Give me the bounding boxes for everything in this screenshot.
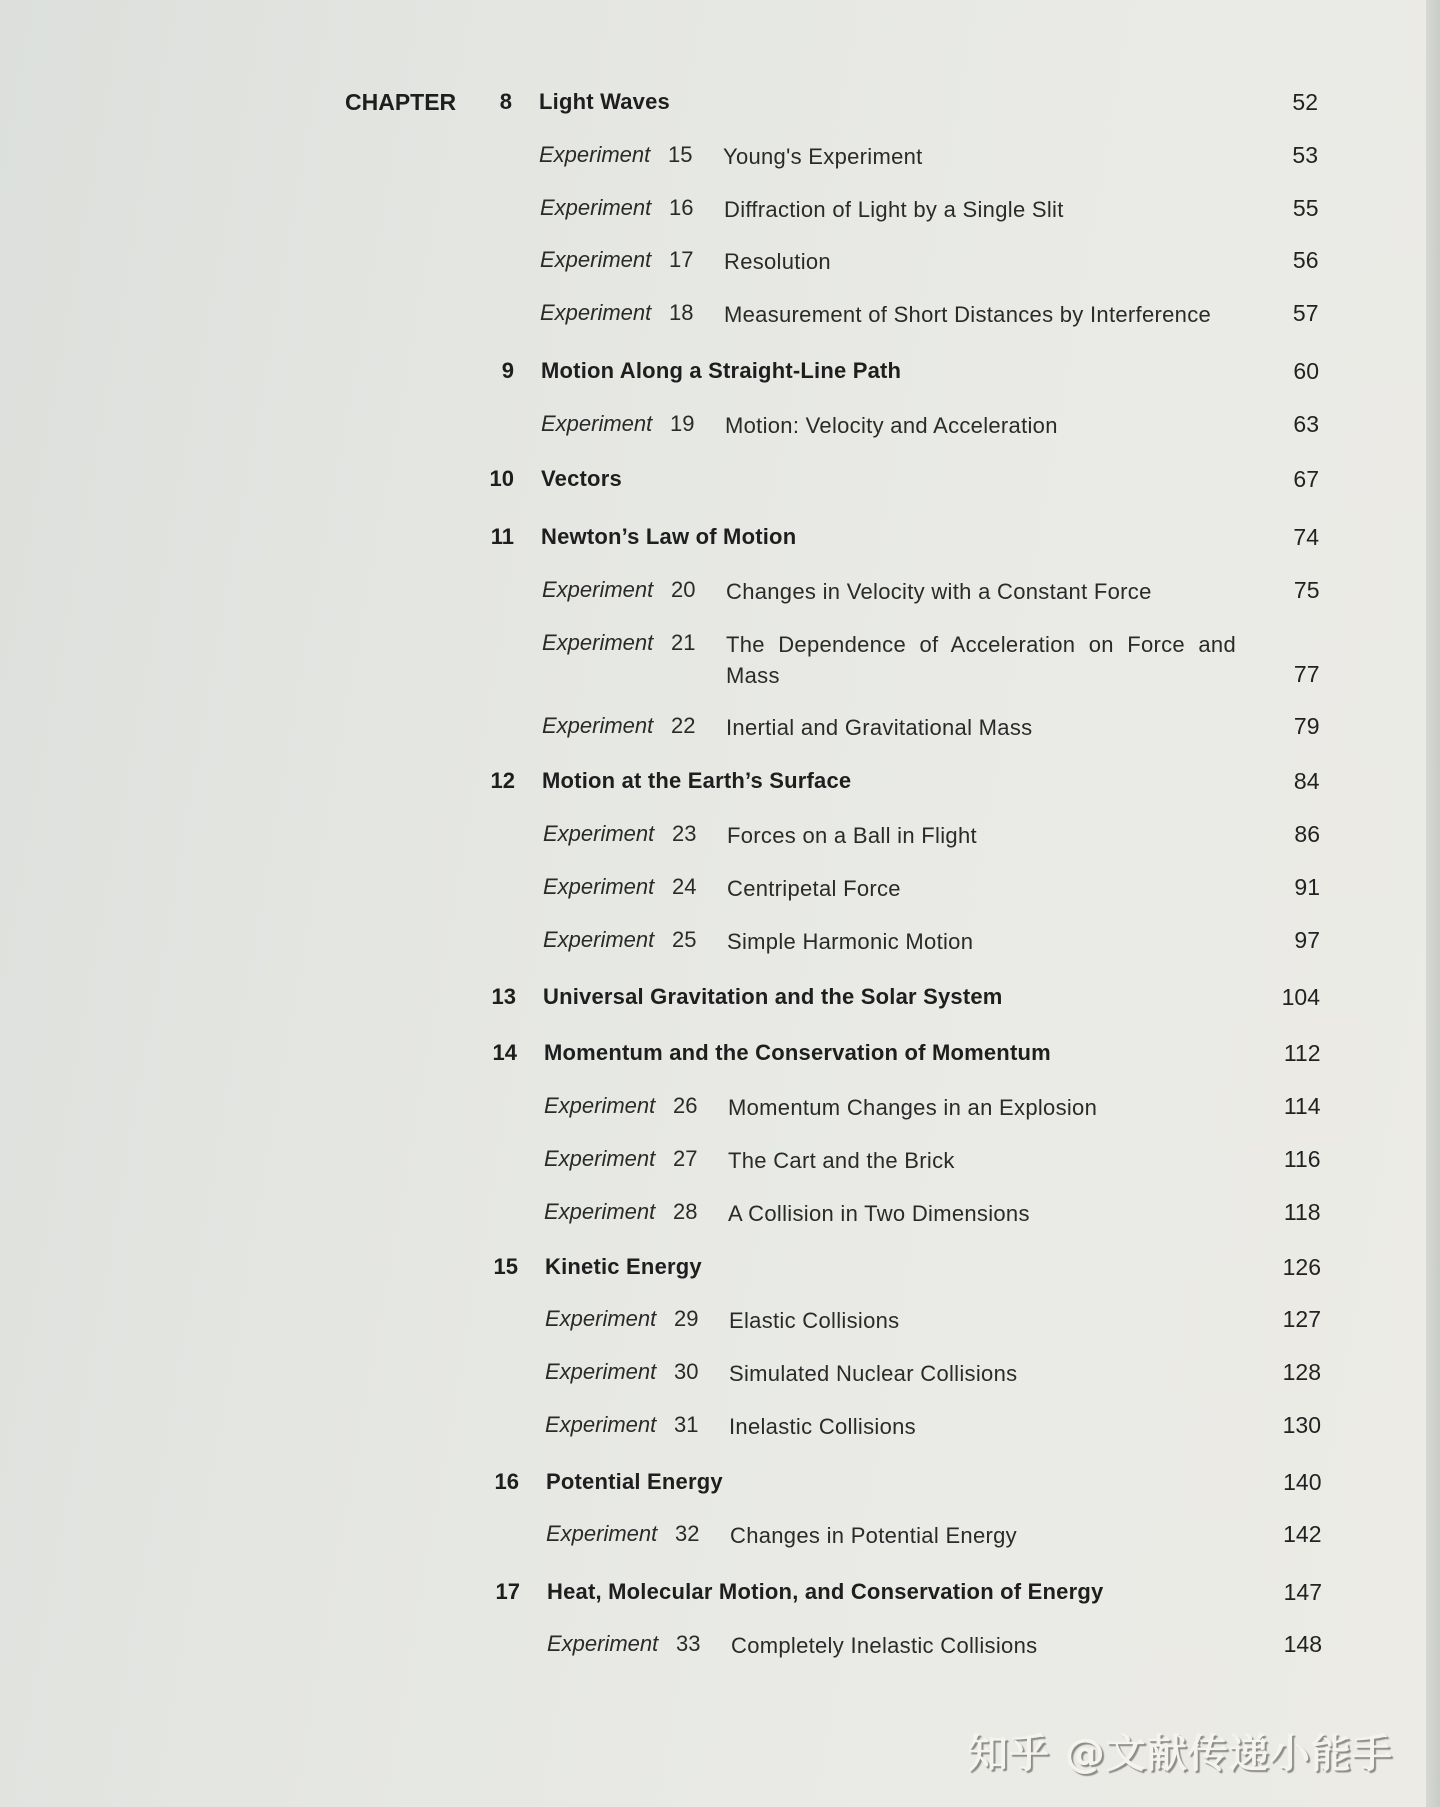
page-number: 104 (1281, 984, 1320, 1010)
experiment-label: Experiment (544, 1146, 656, 1171)
experiment-label: Experiment (540, 247, 652, 272)
experiment-label: Experiment (542, 713, 654, 738)
page-number: 75 (1293, 577, 1320, 603)
chapter-title: Light Waves (539, 89, 670, 114)
chapter-title: Kinetic Energy (545, 1254, 702, 1279)
page-number: 55 (1292, 195, 1319, 221)
chapter-title: Momentum and the Conservation of Momentum (544, 1040, 1051, 1065)
page-number: 140 (1283, 1469, 1322, 1495)
experiment-label: Experiment (541, 411, 653, 436)
page-number: 60 (1293, 358, 1319, 384)
chapter-number: 13 (491, 984, 516, 1009)
experiment-title: Changes in Velocity with a Constant Force (726, 579, 1152, 604)
chapter-number: 14 (492, 1040, 517, 1065)
experiment-number: 17 (669, 247, 694, 272)
experiment-number: 22 (671, 713, 696, 738)
experiment-label: Experiment (547, 1631, 659, 1656)
experiment-title: Resolution (724, 249, 831, 274)
page-number: 142 (1283, 1521, 1322, 1547)
toc-experiment-row (0, 247, 1440, 277)
page-number: 127 (1282, 1306, 1321, 1332)
chapter-title: Vectors (541, 466, 622, 491)
experiment-title: The Cart and the Brick (728, 1148, 955, 1173)
experiment-number: 32 (675, 1521, 700, 1546)
experiment-label: Experiment (540, 300, 652, 325)
experiment-title: Centripetal Force (727, 876, 901, 901)
experiment-title: The Dependence of Acceleration on Force and Mass (726, 632, 1236, 688)
experiment-number: 28 (673, 1199, 698, 1224)
toc-experiment-row (0, 195, 1440, 225)
experiment-title: Changes in Potential Energy (730, 1523, 1017, 1548)
page-number: 74 (1293, 524, 1319, 550)
watermark: 知乎 @文献传递小能手 (968, 1731, 1393, 1777)
toc-chapter-row (0, 1579, 1440, 1609)
toc-experiment-row (0, 1306, 1440, 1336)
toc-chapter-row (0, 1040, 1440, 1070)
toc-experiment-row (0, 142, 1440, 172)
page-number: 63 (1293, 411, 1319, 437)
experiment-title: Elastic Collisions (729, 1308, 900, 1333)
page-number: 67 (1293, 466, 1319, 492)
chapter-number: 12 (490, 768, 515, 793)
toc-experiment-row (0, 821, 1440, 851)
experiment-title: Forces on a Ball in Flight (727, 823, 977, 848)
experiment-title: Completely Inelastic Collisions (731, 1633, 1038, 1658)
toc-experiment-row (0, 713, 1440, 743)
page-number: 91 (1294, 874, 1320, 900)
toc-chapter-row (0, 89, 1440, 119)
experiment-label: Experiment (546, 1521, 658, 1546)
chapter-number: 9 (501, 358, 514, 383)
page-number: 84 (1293, 768, 1320, 794)
toc-experiment-row (0, 1631, 1440, 1661)
toc-experiment-row (0, 1359, 1440, 1389)
experiment-title: Young's Experiment (723, 144, 923, 169)
toc-experiment-row (0, 927, 1440, 957)
chapter-title: Motion Along a Straight-Line Path (541, 358, 902, 383)
experiment-label: Experiment (543, 821, 655, 846)
chapter-title: Heat, Molecular Motion, and Conservation of Energy (547, 1579, 1104, 1604)
toc-experiment-row (0, 300, 1440, 330)
experiment-label: Experiment (540, 195, 652, 220)
experiment-title: Motion: Velocity and Acceleration (725, 413, 1058, 438)
toc-chapter-row (0, 466, 1440, 496)
experiment-number: 33 (676, 1631, 701, 1656)
toc-experiment-row (0, 577, 1440, 607)
experiment-number: 16 (669, 195, 694, 220)
experiment-number: 27 (673, 1146, 698, 1171)
toc-experiment-row (0, 1521, 1440, 1551)
experiment-title: Momentum Changes in an Explosion (728, 1095, 1098, 1120)
page-number: 116 (1283, 1146, 1321, 1172)
page-number: 53 (1292, 142, 1318, 168)
toc-experiment-row (0, 411, 1440, 441)
chapter-number: 17 (495, 1579, 520, 1604)
chapter-number: 11 (490, 524, 514, 549)
experiment-label: Experiment (544, 1093, 656, 1118)
experiment-number: 15 (668, 142, 693, 167)
page-number: 79 (1293, 713, 1320, 739)
page-number: 118 (1283, 1199, 1321, 1225)
chapter-title: Newton’s Law of Motion (541, 524, 797, 549)
experiment-label: Experiment (545, 1306, 657, 1331)
toc-chapter-row (0, 984, 1440, 1014)
page-number: 97 (1294, 927, 1320, 953)
page-number: 128 (1282, 1359, 1321, 1385)
page-number: 126 (1282, 1254, 1321, 1280)
chapter-label: CHAPTER (345, 89, 457, 115)
page-number: 112 (1283, 1040, 1321, 1066)
experiment-title: Measurement of Short Distances by Interference (724, 302, 1212, 327)
chapter-title: Motion at the Earth’s Surface (542, 768, 852, 793)
experiment-label: Experiment (542, 577, 654, 602)
experiment-title: Inertial and Gravitational Mass (726, 715, 1033, 740)
toc-experiment-row (0, 630, 1440, 688)
experiment-number: 29 (674, 1306, 699, 1331)
page-number: 114 (1283, 1093, 1321, 1119)
experiment-title: Inelastic Collisions (729, 1414, 916, 1439)
experiment-number: 19 (670, 411, 695, 436)
page-number: 52 (1292, 89, 1318, 115)
experiment-number: 24 (672, 874, 697, 899)
chapter-number: 10 (489, 466, 514, 491)
chapter-title: Potential Energy (546, 1469, 723, 1494)
experiment-title: A Collision in Two Dimensions (728, 1201, 1030, 1226)
chapter-number: 8 (499, 89, 512, 114)
toc-chapter-row (0, 524, 1440, 554)
toc-experiment-row (0, 1093, 1440, 1123)
toc-experiment-row (0, 1199, 1440, 1229)
experiment-label: Experiment (545, 1412, 657, 1437)
experiment-label: Experiment (544, 1199, 656, 1224)
experiment-number: 31 (674, 1412, 699, 1437)
toc-experiment-row (0, 1146, 1440, 1176)
chapter-title: Universal Gravitation and the Solar System (543, 984, 1003, 1009)
chapter-number: 15 (493, 1254, 518, 1279)
experiment-label: Experiment (543, 927, 655, 952)
experiment-number: 26 (673, 1093, 698, 1118)
page-number: 148 (1283, 1631, 1322, 1657)
experiment-number: 18 (669, 300, 694, 325)
chapter-number: 16 (494, 1469, 519, 1494)
experiment-label: Experiment (539, 142, 651, 167)
toc-experiment-row (0, 874, 1440, 904)
page-number: 86 (1294, 821, 1320, 847)
experiment-label: Experiment (542, 630, 654, 655)
toc-experiment-row (0, 1412, 1440, 1442)
page-number: 57 (1292, 300, 1319, 326)
experiment-number: 25 (672, 927, 697, 952)
page-number: 56 (1292, 247, 1319, 273)
experiment-number: 21 (671, 630, 696, 655)
experiment-label: Experiment (543, 874, 655, 899)
experiment-title: Simulated Nuclear Collisions (729, 1361, 1018, 1386)
toc-chapter-row (0, 768, 1440, 798)
page-number: 77 (1293, 661, 1320, 687)
toc-chapter-row (0, 1254, 1440, 1284)
experiment-number: 30 (674, 1359, 699, 1384)
experiment-title: Diffraction of Light by a Single Slit (724, 197, 1064, 222)
experiment-label: Experiment (545, 1359, 657, 1384)
experiment-title: Simple Harmonic Motion (727, 929, 974, 954)
experiment-number: 23 (672, 821, 697, 846)
page-number: 147 (1283, 1579, 1322, 1605)
toc-chapter-row (0, 1469, 1440, 1499)
toc-chapter-row (0, 358, 1440, 388)
page-number: 130 (1282, 1412, 1321, 1438)
experiment-number: 20 (671, 577, 696, 602)
